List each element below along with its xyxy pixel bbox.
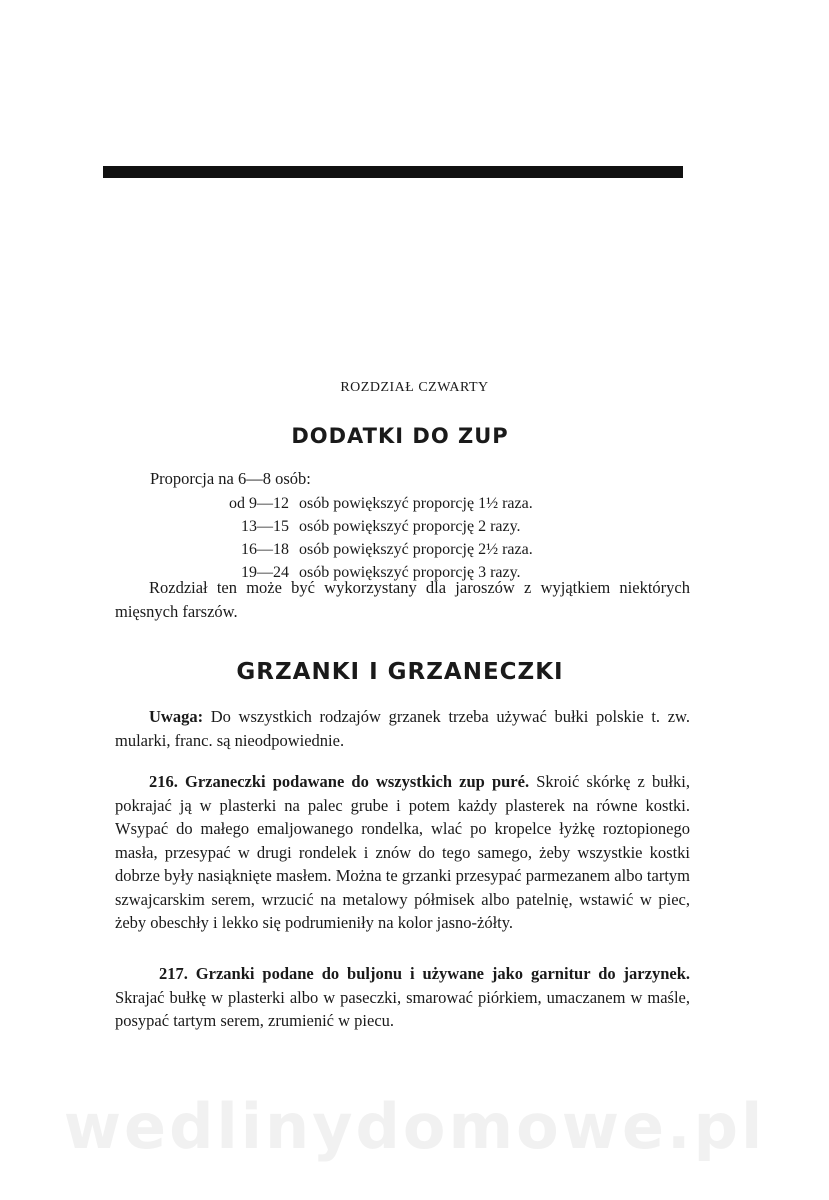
section-title: GRZANKI I GRZANECZKI [236,659,564,685]
proportion-row [205,538,537,561]
uwaga-note [115,705,690,752]
recipe-title: 216. Grzaneczki podawane do wszystkich zup puré. [149,772,530,791]
page-title: DODATKI DO ZUP [291,424,509,448]
uwaga-text: Do wszystkich rodzajów grzanek trzeba używać bułki polskie t. zw. mularki, franc. są nieodpowiednie. [115,707,690,750]
proportion-range: 16—18 [241,540,289,558]
recipe-217 [115,962,690,1033]
chapter-note [115,576,690,623]
proportion-range: 13—15 [241,517,289,535]
proportion-row [205,515,537,538]
recipe-title: 217. Grzanki podane do buljonu i używane jako garnitur do jarzynek. [159,964,690,983]
recipe-text: Skroić skórkę z bułki, pokrajać ją w plasterki na palec grube i potem każdy plasterek na równe kostki. Wsypać do małego emaljowanego rondelka, wlać po kropelce łyżkę roztopionego masła, przesypać w drugi rondelek i znów do tego samego, żeby wszystkie kostki dobrze były nasiąknięte masłem. Można te grzanki przesypać parmezanem albo tartym szwajcarskim serem, wrzucić na metalowy półmisek albo patelnię, wstawić w piec, żeby obeschły i lekko się podrumieniły na kolor jasno-żółty. [115,772,690,932]
recipe-text: Skrajać bułkę w plasterki albo w paseczki, smarować piórkiem, umaczanem w maśle, posypać tartym serem, zrumienić w piecu. [115,987,690,1030]
proportion-text: osób powiększyć proporcję 1½ raza. [299,494,533,512]
chapter-note-text: Rozdział ten może być wykorzystany dla jaroszów z wyjątkiem niektórych mięsnych farszów. [115,578,690,621]
recipe-216 [115,770,690,935]
proportion-text: osób powiększyć proporcję 2 razy. [299,517,521,535]
proportion-row [205,492,537,515]
proportion-table [205,492,537,584]
proportion-text: osób powiększyć proporcję 2½ raza. [299,540,533,558]
top-rule [103,166,683,178]
proportion-prefix: od [229,494,245,512]
proportion-range: 9—12 [249,494,289,512]
uwaga-label: Uwaga: [149,707,204,726]
proportion-text: osób powiększyć proporcję 3 razy. [299,563,521,581]
chapter-heading: ROZDZIAŁ CZWARTY [340,380,489,395]
proportion-intro: Proporcja na 6—8 osób: [150,469,311,488]
proportion-range: 19—24 [241,563,289,581]
watermark: wedlinydomowe.pl [63,1090,766,1163]
